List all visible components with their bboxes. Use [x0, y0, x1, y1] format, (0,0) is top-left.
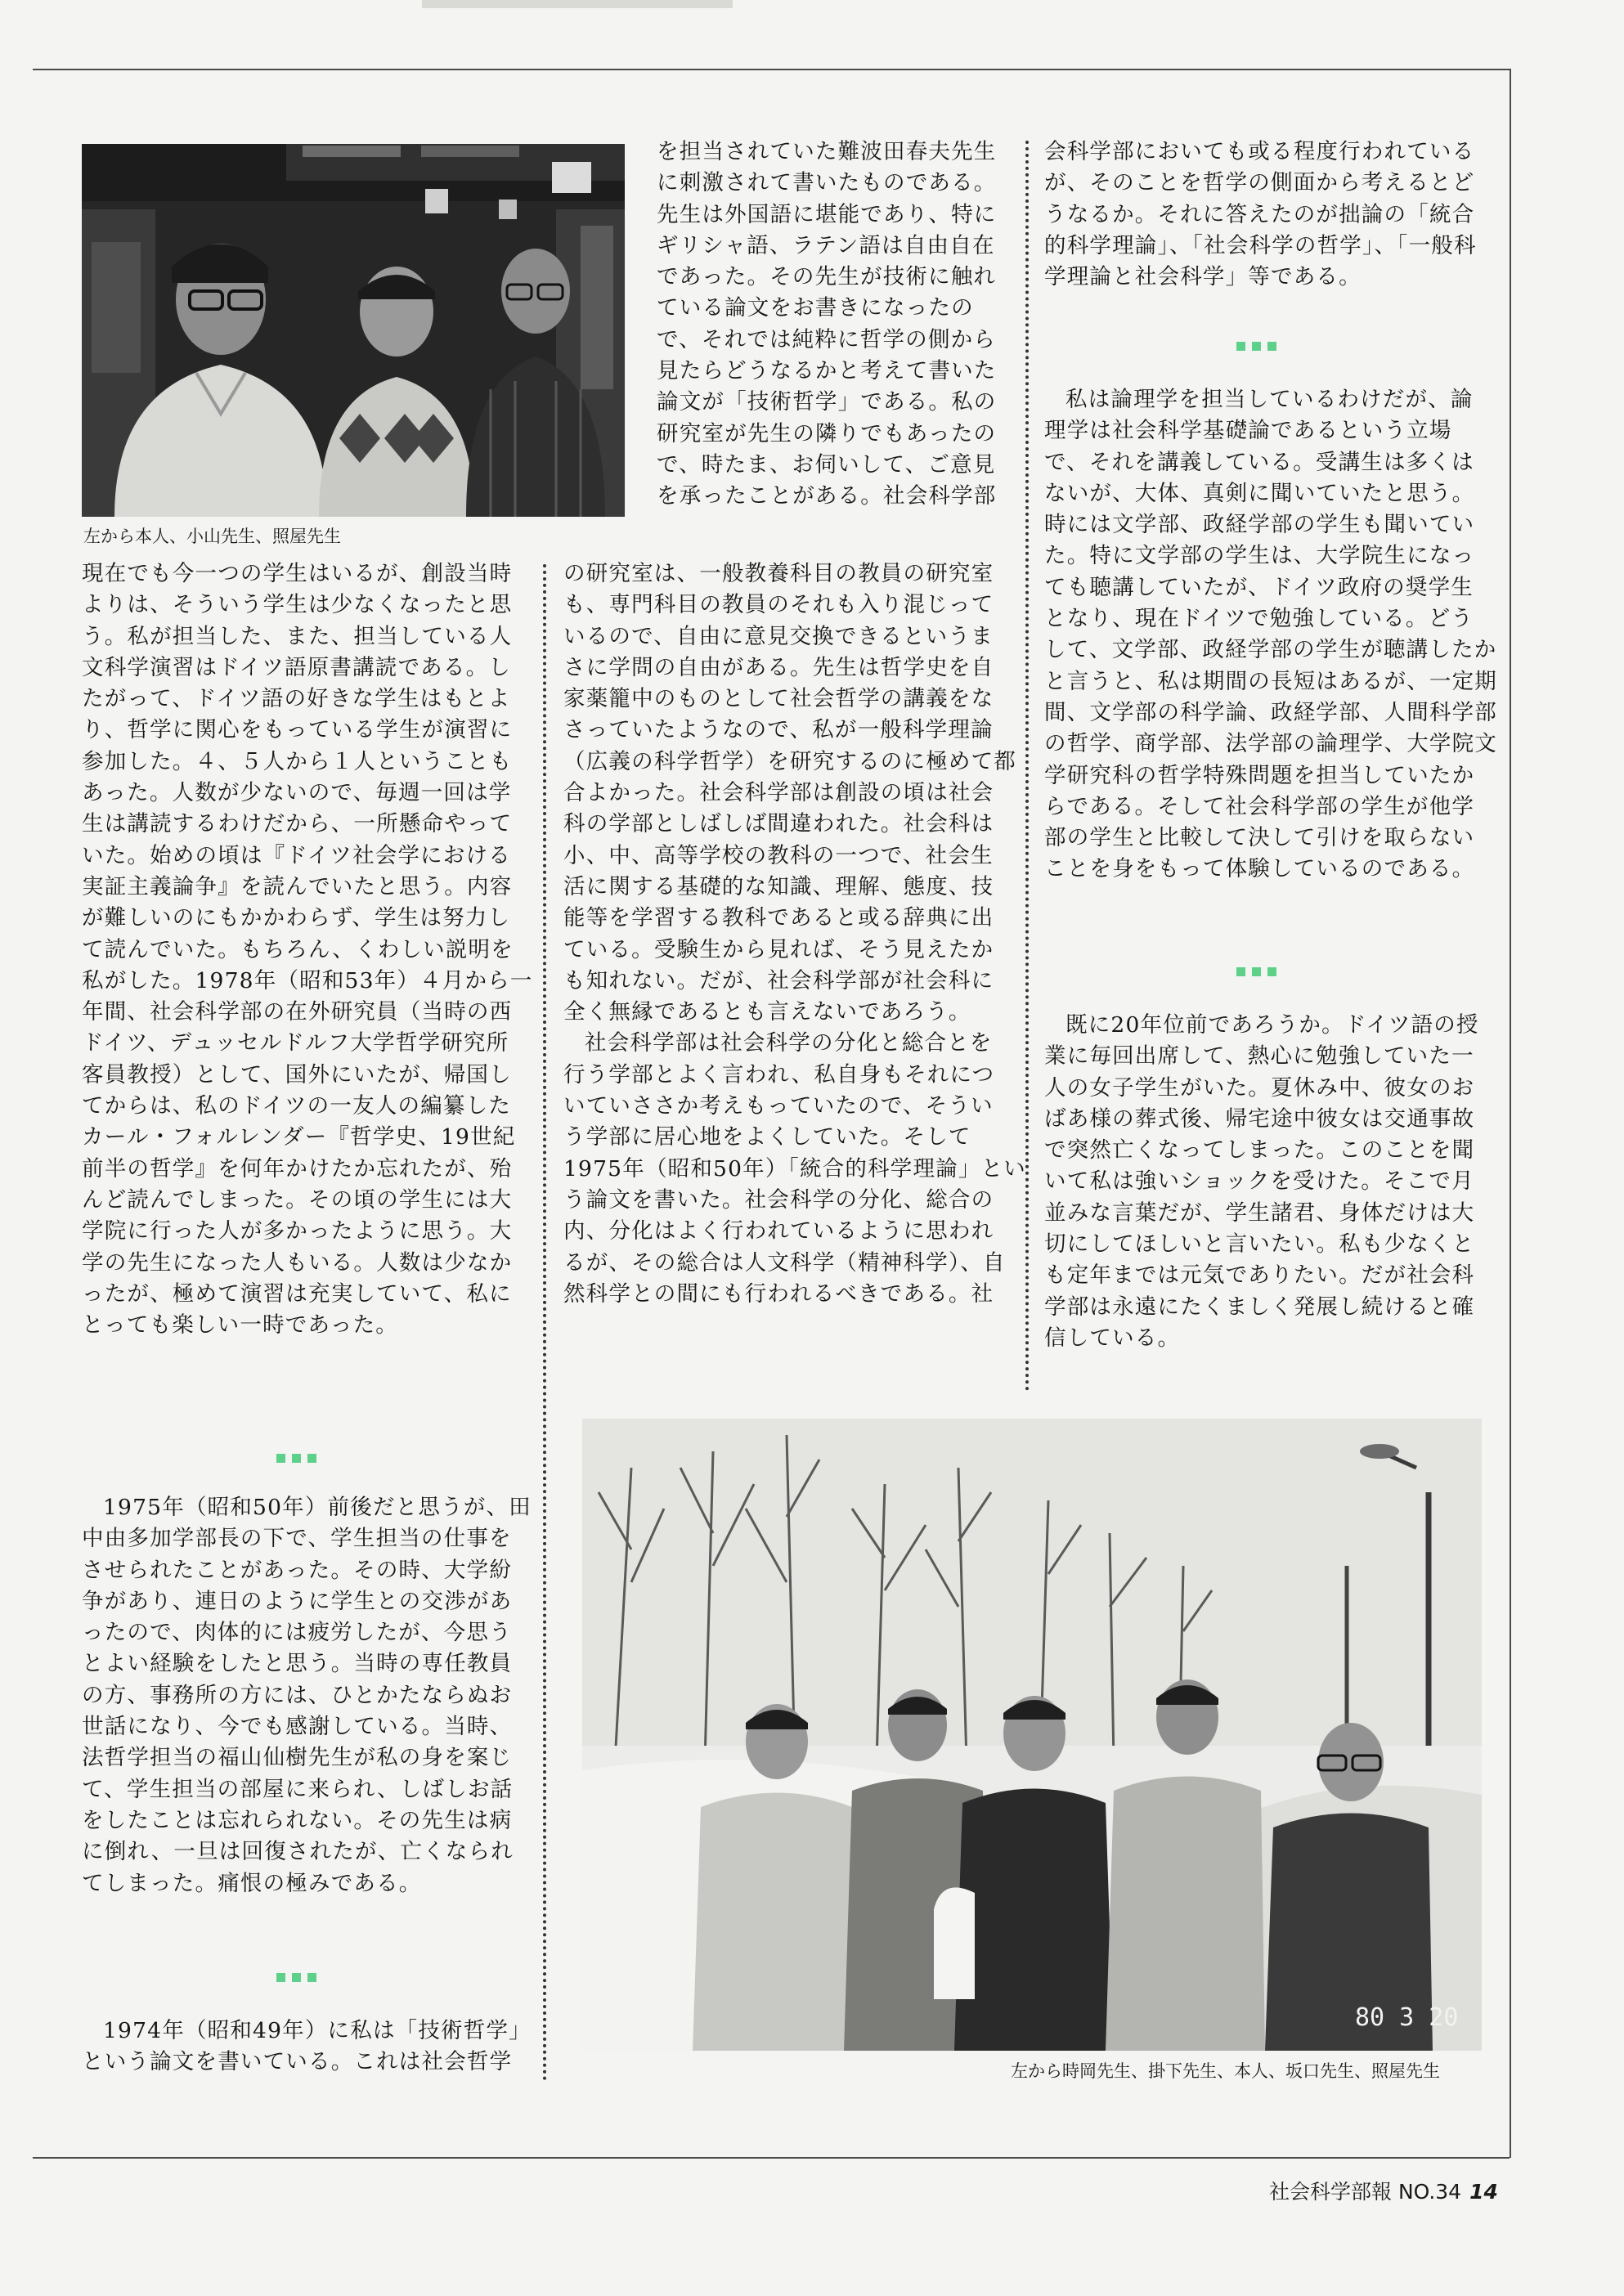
text-line: をしたことは忘れられない。その先生は病 [82, 1807, 513, 1833]
text-line: よりは、そういう学生は少なくなったと思 [82, 592, 513, 618]
text-line: に刺激されて書いたものである。 [657, 170, 997, 196]
text-line: 生は講読するわけだから、一所懸命やって [82, 811, 513, 837]
text-line: で、時たま、お伺いして、ご意見 [657, 451, 996, 478]
text-line: で、それでは純粋に哲学の側から [657, 326, 996, 352]
text-line: 会科学部においても或る程度行われている [1044, 139, 1475, 164]
column-divider [543, 564, 546, 2082]
text-line: 内、分化はよく行われているように思われ [563, 1218, 994, 1244]
text-line: いた。始めの頃は『ドイツ社会学における [82, 842, 511, 868]
text-line: とっても楽しい一時であった。 [82, 1312, 399, 1339]
photo-caption-bottom: 左から時岡先生、掛下先生、本人、坂口先生、照屋先生 [1011, 2061, 1440, 2081]
text-line: 1975年（昭和50年）前後だと思うが、田 [103, 1495, 532, 1520]
text-line: 私がした。1978年（昭和53年）４月から一 [82, 967, 533, 993]
text-line: 現在でも今一つの学生はいるが、創設当時 [82, 561, 513, 586]
text-line: して、文学部、政経学部の学生が聴講したか [1044, 637, 1497, 663]
text-line: ったので、肉体的には疲労したが、今思う [82, 1620, 512, 1646]
text-line: で突然亡くなってしまった。このことを聞 [1044, 1137, 1475, 1164]
text-line: 行う学部とよく言われ、私自身もそれにつ [563, 1061, 995, 1087]
text-line: あった。人数が少ないので、毎週一回は学 [82, 780, 512, 806]
text-line: 実証主義論争』を読んでいたと思う。内容 [82, 873, 513, 899]
column-3-text-b [1044, 384, 1497, 886]
text-line: が、そのことを哲学の側面から考えるとど [1044, 170, 1475, 196]
text-line: 客員教授）として、国外にいたが、帰国し [82, 1061, 512, 1087]
text-line: 的科学理論」、「社会科学の哲学」、「一般科 [1044, 232, 1477, 258]
text-line: うなるか。それに答えたのが拙論の「統合 [1044, 201, 1475, 227]
text-line: らである。そして社会科学部の学生が他学 [1044, 793, 1475, 819]
text-line: 信している。 [1044, 1325, 1181, 1351]
column-1-text-c [82, 2016, 546, 2079]
section-separator [1236, 967, 1276, 976]
text-line: んど読んでしまった。その頃の学生には大 [82, 1186, 513, 1213]
text-line: 前半の哲学』を何年かけたか忘れたが、殆 [82, 1155, 513, 1182]
text-line: 世話になり、今でも感謝している。当時、 [82, 1714, 513, 1740]
text-line: 1975年（昭和50年）「統合的科学理論」とい [563, 1155, 1027, 1182]
text-line: 見たらどうなるかと考えて書いた [657, 358, 997, 384]
column-2-text-top [657, 137, 1041, 513]
text-line: と言うと、私は期間の長短はあるが、一定期 [1044, 668, 1497, 694]
text-line: 1974年（昭和49年）に私は「技術哲学」 [103, 2018, 532, 2043]
text-line: いるので、自由に意見交換できるというま [563, 623, 994, 649]
text-line: いていささか考えもっていたので、そうい [563, 1093, 994, 1119]
text-line: 家薬籠中のものとして社会哲学の講義をな [563, 686, 994, 712]
text-line: てからは、私のドイツの一友人の編纂した [82, 1093, 511, 1119]
text-line: 学院に行った人が多かったように思う。大 [82, 1218, 513, 1244]
text-line: てしまった。痛恨の極みである。 [82, 1870, 422, 1896]
photo-three-men [82, 144, 625, 517]
text-line: 社会科学部は社会科学の分化と総合とを [585, 1030, 993, 1056]
text-line: 論文が「技術哲学」である。私の [657, 389, 997, 415]
text-line: 科の学部としばしば間違われた。社会科は [563, 811, 994, 837]
text-line: であった。その先生が技術に触れ [657, 264, 997, 290]
text-line: う。私が担当した、また、担当している人 [82, 623, 513, 649]
text-line: ても聴講していたが、ドイツ政府の奨学生 [1044, 574, 1474, 600]
text-line: ギリシャ語、ラテン語は自由自在 [657, 232, 995, 258]
text-line: 間、文学部の科学論、政経学部、人間科学部 [1044, 699, 1497, 725]
text-line: た。特に文学部の学生は、大学院生になっ [1044, 543, 1475, 569]
photo-five-men-outdoors [582, 1419, 1482, 2051]
section-separator [276, 1973, 316, 1982]
text-line: 合よかった。社会科学部は創設の頃は社会 [563, 780, 994, 806]
page-footer [1269, 2176, 1498, 2205]
text-line: て読んでいた。もちろん、くわしい説明を [82, 936, 514, 962]
text-line: う学部に居心地をよくしていた。そして [563, 1124, 971, 1150]
scan-edge-mark [422, 0, 733, 8]
text-line: に倒れ、一旦は回復されたが、亡くなられ [82, 1839, 514, 1865]
text-line: 並みな言葉だが、学生諸君、身体だけは大 [1044, 1200, 1475, 1226]
text-line: ことを身をもって体験しているのである。 [1044, 856, 1475, 882]
column-1-text [82, 558, 546, 1341]
text-line: ないが、大体、真剣に聞いていたと思う。 [1044, 480, 1475, 506]
text-line: の研究室は、一般教養科目の教員の研究室 [563, 561, 994, 586]
text-line: り、哲学に関心をもっている学生が演習に [82, 717, 513, 743]
text-line: 学の先生になった人もいる。人数は少なか [82, 1249, 513, 1276]
text-line: 全く無縁であるとも言えないであろう。 [563, 999, 971, 1025]
photo-caption-top: 左から本人、小山先生、照屋先生 [83, 527, 341, 546]
text-line: 既に20年位前であろうか。ドイツ語の授 [1065, 1012, 1479, 1038]
page-frame-top [33, 69, 1510, 70]
date-stamp: 80 3 20 [1355, 2003, 1459, 2032]
text-line: 業に毎回出席して、熱心に勉強していた一 [1044, 1043, 1474, 1070]
text-line: 理学は社会科学基礎論であるという立場 [1044, 418, 1452, 444]
text-line: 学理論と社会科学」等である。 [1044, 264, 1362, 290]
text-line: さっていたようなので、私が一般科学理論 [563, 717, 994, 743]
text-line: 中由多加学部長の下で、学生担当の仕事を [82, 1526, 512, 1552]
text-line: 年間、社会科学部の在外研究員（当時の西 [82, 999, 513, 1025]
column-3-text-c [1044, 1010, 1486, 1354]
text-line: 学部は永遠にたくましく発展し続けると確 [1044, 1294, 1475, 1320]
text-line: 切にしてほしいと言いたい。私も少なくと [1044, 1231, 1475, 1258]
text-line: という論文を書いている。これは社会哲学 [82, 2049, 513, 2075]
text-line: カール・フォルレンダー『哲学史、19世紀 [82, 1124, 516, 1150]
text-line: 研究室が先生の隣りでもあったの [657, 420, 997, 446]
text-line: で、それを講義している。受講生は多くは [1044, 449, 1474, 475]
text-line: が難しいのにもかかわらず、学生は努力し [82, 905, 511, 931]
text-line: 学研究科の哲学特殊問題を担当していたか [1044, 762, 1475, 788]
text-line: とよい経験をしたと思う。当時の専任教員 [82, 1651, 513, 1677]
text-line: 私は論理学を担当しているわけだが、論 [1065, 387, 1474, 412]
text-line: も、専門科目の教員のそれも入り混じって [563, 592, 994, 618]
section-separator [1236, 342, 1276, 351]
text-line: 争があり、連日のように学生との交渉があ [82, 1588, 513, 1614]
column-1-text-b [82, 1492, 546, 1899]
text-line: を承ったことがある。社会科学部 [657, 483, 997, 509]
text-line: も知れない。だが、社会科学部が社会科に [563, 967, 994, 993]
text-line: いて私は強いショックを受けた。そこで月 [1044, 1168, 1474, 1195]
page-frame-right [1510, 69, 1511, 2158]
text-line: 小、中、高等学校の教科の一つで、社会生 [563, 842, 994, 868]
text-line: となり、現在ドイツで勉強している。どう [1044, 606, 1474, 632]
text-line: う論文を書いた。社会科学の分化、総合の [563, 1186, 994, 1213]
text-line: ている論文をお書きになったの [657, 295, 974, 321]
page-frame-bottom [33, 2157, 1510, 2159]
page-number: 14 [1469, 2180, 1498, 2204]
text-line: 人の女子学生がいた。夏休み中、彼女のお [1044, 1074, 1475, 1101]
text-line: 時には文学部、政経学部の学生も聞いてい [1044, 512, 1475, 538]
text-line: させられたことがあった。その時、大学紛 [82, 1557, 513, 1583]
text-line: ドイツ、デュッセルドルフ大学哲学研究所 [82, 1030, 509, 1056]
text-line: 能等を学習する教科であると或る辞典に出 [563, 905, 994, 931]
text-line: 参加した。４、５人から１人ということも [82, 748, 513, 774]
column-2-text [563, 558, 1046, 1310]
text-line: さに学問の自由がある。先生は哲学史を自 [563, 654, 994, 680]
text-line: 部の学生と比較して決して引けを取らない [1044, 825, 1475, 851]
section-separator [276, 1454, 316, 1463]
text-line: ている。受験生から見れば、そう見えたか [563, 936, 994, 962]
text-line: の哲学、商学部、法学部の論理学、大学院文 [1044, 731, 1497, 757]
text-line: も定年までは元気でありたい。だが社会科 [1044, 1262, 1475, 1289]
text-line: を担当されていた難波田春夫先生 [657, 139, 997, 164]
column-divider [1025, 141, 1029, 1392]
column-3-text-top [1044, 137, 1486, 293]
text-line: ばあ様の葬式後、帰宅途中彼女は交通事故 [1044, 1105, 1475, 1132]
text-line: の方、事務所の方には、ひとかたならぬお [82, 1682, 513, 1708]
text-line: 然科学との間にも行われるべきである。社 [563, 1280, 994, 1307]
text-line: 活に関する基礎的な知識、理解、態度、技 [563, 873, 994, 899]
text-line: 法哲学担当の福山仙樹先生が私の身を案じ [82, 1745, 513, 1771]
text-line: 先生は外国語に堪能であり、特に [657, 201, 997, 227]
publication-name: 社会科学部報 NO.34 [1269, 2180, 1462, 2204]
text-line: 文科学演習はドイツ語原書講読である。し [82, 654, 511, 680]
text-line: たがって、ドイツ語の好きな学生はもとよ [82, 686, 511, 712]
text-line: （広義の科学哲学）を研究するのに極めて都 [563, 748, 1016, 774]
text-line: ったが、極めて演習は充実していて、私に [82, 1280, 512, 1307]
text-line: て、学生担当の部屋に来られ、しばしお話 [82, 1776, 514, 1802]
text-line: るが、その総合は人文科学（精神科学）、自 [563, 1249, 1006, 1276]
